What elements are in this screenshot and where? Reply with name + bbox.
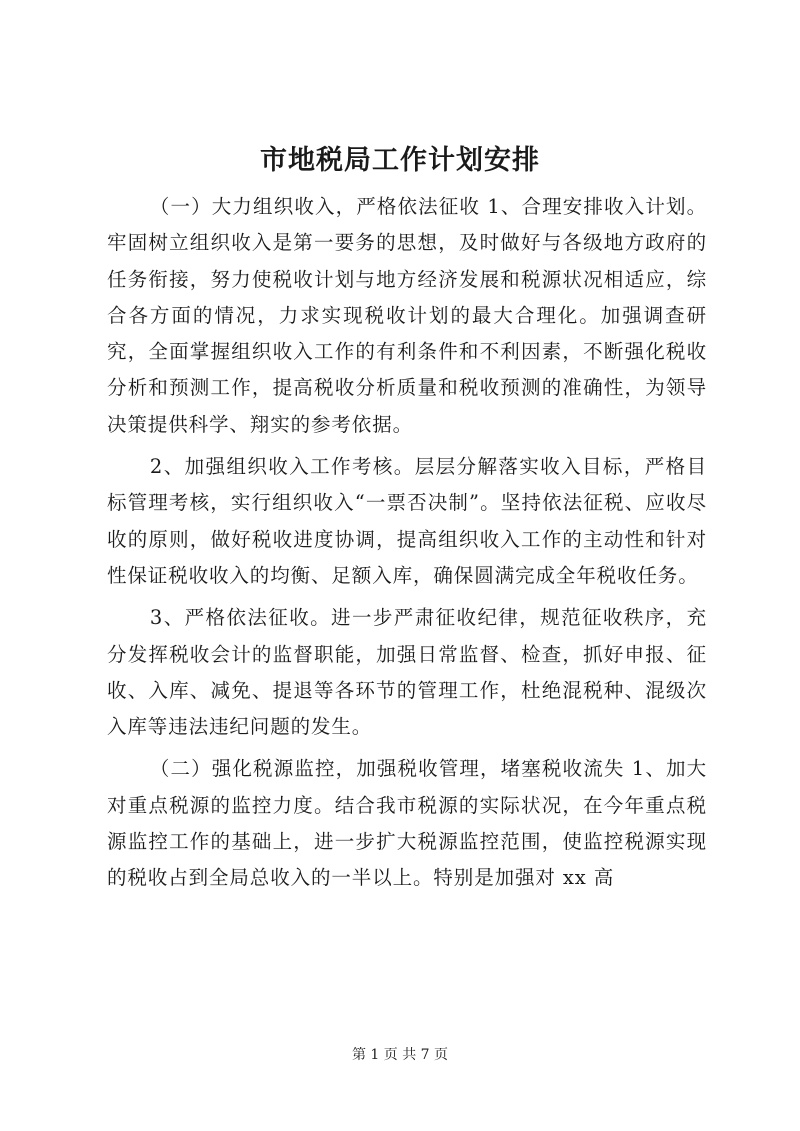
paragraph-tax-source-monitoring: （二）强化税源监控，加强税收管理，堵塞税收流失 1、加大对重点税源的监控力度。结合我市税源的实际状况，在今年重点税源监控工作的基础上，进一步扩大税源监控范围，使监控税源实现的税收占到全局总收入的一半以上。特别是加强对 xx 高 [107, 757, 707, 890]
paragraph-revenue-assessment: 2、加强组织收入工作考核。层层分解落实收入目标，严格目标管理考核，实行组织收入“一票否决制”。坚持依法征税、应收尽收的原则，做好税收进度协调，提高组织收入工作的主动性和针对性保证税收收入的均衡、足额入库，确保圆满完成全年税收任务。 [107, 455, 707, 587]
document-title: 市地税局工作计划安排 [260, 145, 540, 176]
paragraph-organize-revenue: （一）大力组织收入，严格依法征收 1、合理安排收入计划。牢固树立组织收入是第一要务的思想，及时做好与各级地方政府的任务衔接，努力使税收计划与地方经济发展和税源状况相适应，综合各方面的情况，力求实现税收计划的最大合理化。加强调查研究，全面掌握组织收入工作的有利条件和不利因素，不断强化税收分析和预测工作，提高税收分析质量和税收预测的准确性，为领导决策提供科学、翔实的参考依据。 [107, 195, 707, 436]
paragraph-lawful-collection: 3、严格依法征收。进一步严肃征收纪律，规范征收秩序，充分发挥税收会计的监督职能，加强日常监督、检查，抓好申报、征收、入库、减免、提退等各环节的管理工作，杜绝混税种、混级次入库等违法违纪问题的发生。 [107, 606, 707, 739]
page-number-footer: 第 1 页 共 7 页 [351, 1047, 449, 1063]
document-body [107, 189, 707, 897]
